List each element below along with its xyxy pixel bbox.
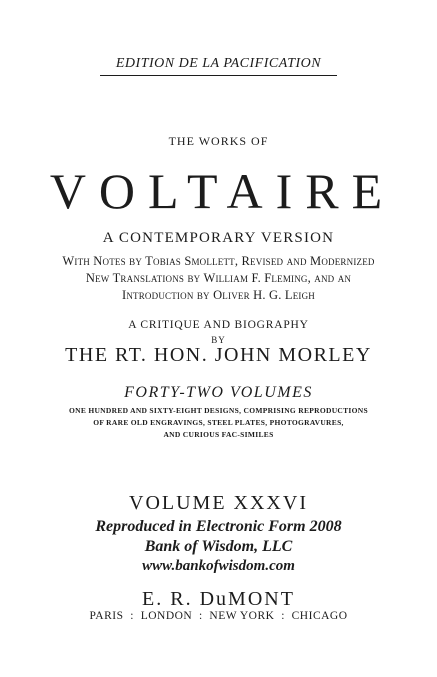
by-label: BY: [211, 335, 226, 345]
illustrations-line-3: AND CURIOUS FAC-SIMILES: [163, 430, 274, 439]
reproduction-line-1: Reproduced in Electronic Form 2008: [95, 518, 342, 535]
critique-heading: A CRITIQUE AND BIOGRAPHY: [128, 319, 309, 331]
subtitle: A CONTEMPORARY VERSION: [102, 230, 335, 246]
publisher-cities: PARIS : LONDON : NEW YORK : CHICAGO: [89, 610, 348, 622]
reproduction-line-2: Bank of Wisdom, LLC: [144, 538, 293, 555]
notes-line-1: With Notes by Tobias Smollett, Revised and Modernized: [62, 254, 375, 268]
works-of-heading: THE WORKS OF: [168, 134, 269, 148]
publisher-name: E. R. DuMONT: [142, 588, 295, 610]
edition-underline: [100, 75, 337, 76]
illustrations-line-2: OF RARE OLD ENGRAVINGS, STEEL PLATES, PHOTOGRAVURES,: [93, 418, 344, 427]
volume-number: VOLUME XXXVI: [129, 492, 308, 514]
illustrations-line-1: ONE HUNDRED AND SIXTY-EIGHT DESIGNS, COMPRISING REPRODUCTIONS: [69, 406, 368, 415]
reproduction-line-3: www.bankofwisdom.com: [142, 558, 295, 574]
notes-line-2: New Translations by William F. Fleming, and an: [85, 271, 352, 285]
volumes-count: FORTY-TWO VOLUMES: [124, 384, 313, 401]
edition-line: EDITION DE LA PACIFICATION: [115, 56, 322, 71]
biographer-name: THE RT. HON. JOHN MORLEY: [65, 344, 372, 366]
author-title: VOLTAIRE: [49, 163, 396, 219]
notes-line-3: Introduction by Oliver H. G. Leigh: [121, 288, 316, 302]
